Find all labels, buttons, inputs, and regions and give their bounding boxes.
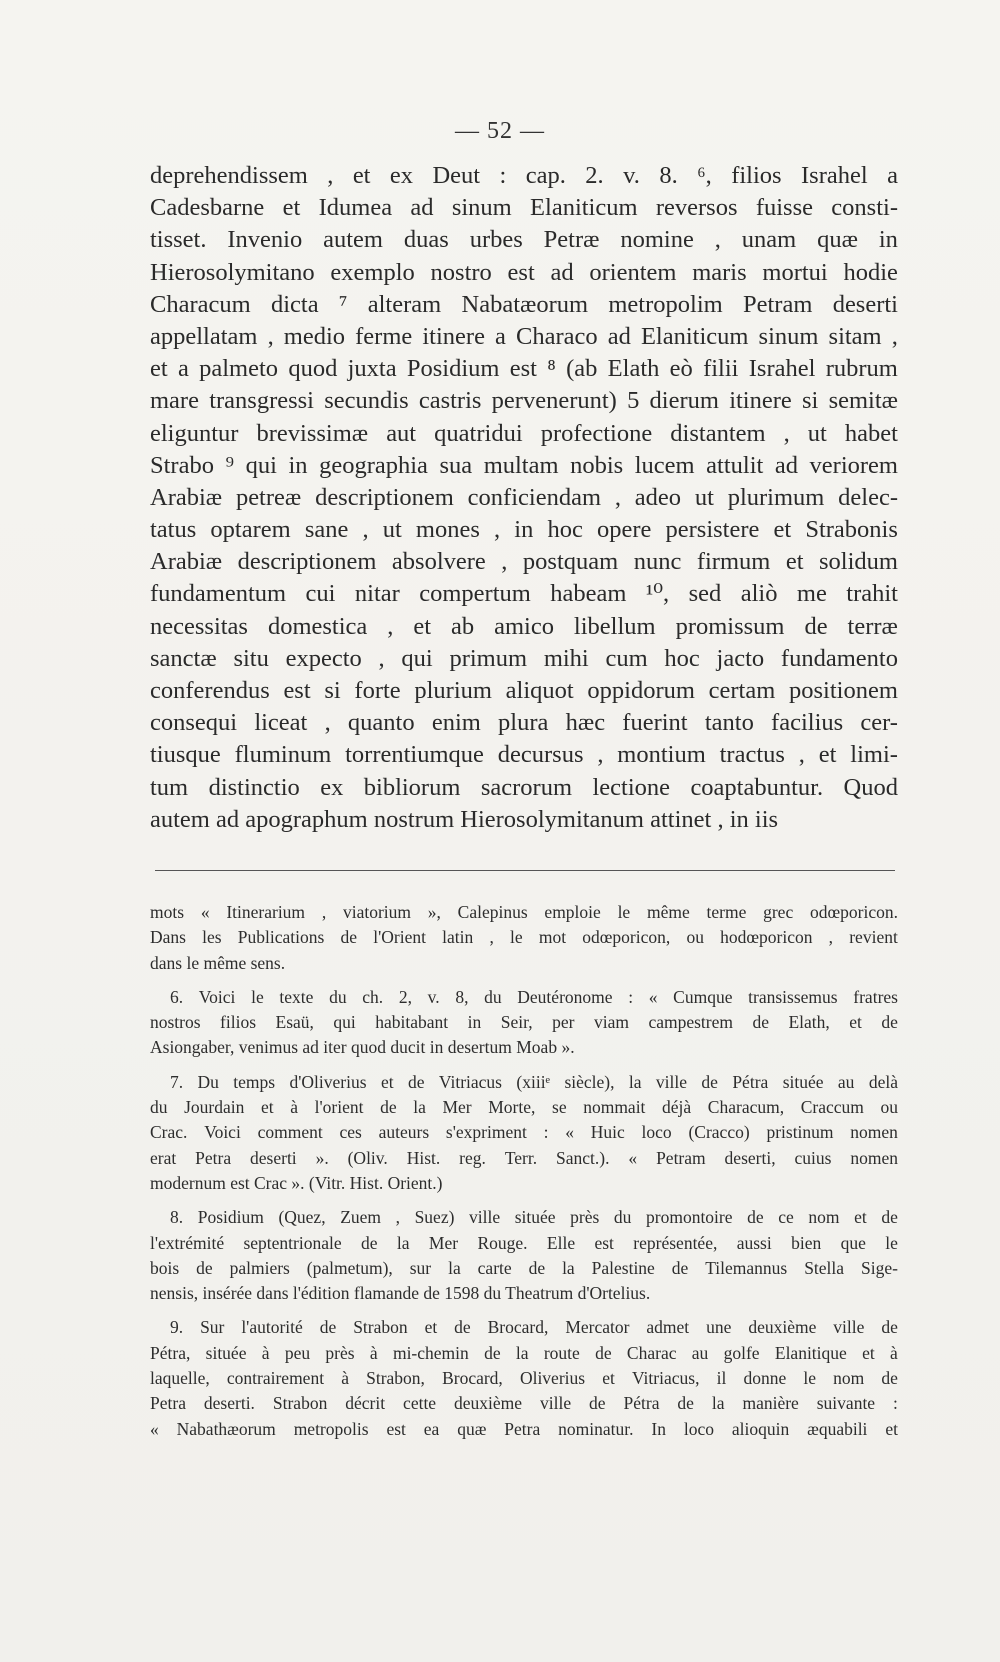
- main-line-19: tiusque fluminum torrentiumque decursus , montium tractus , et limi-: [150, 741, 898, 769]
- main-line-5: Characum dicta ⁷ alteram Nabatæorum metropolim Petram deserti: [150, 290, 898, 318]
- footnote-line: erat Petra deserti ». (Oliv. Hist. reg. Terr. Sanct.). « Petram deserti, cuius nomen: [150, 1147, 898, 1168]
- footnote-line: Pétra, située à peu près à mi-chemin de la route de Charac au golfe Elanitique et à: [150, 1342, 898, 1363]
- main-line-7: et a palmeto quod juxta Posidium est ⁸ (ab Elath eò filii Israhel rubrum: [150, 355, 898, 383]
- footnote-8: [150, 1205, 898, 1306]
- main-line-11: Arabiæ petreæ descriptionem conficiendam , adeo ut plurimum delec-: [150, 483, 898, 511]
- footnote-line: « Nabathæorum metropolis est ea quæ Petra nominatur. In loco alioquin æquabili et: [150, 1418, 898, 1439]
- footnote-line: bois de palmiers (palmetum), sur la carte de la Palestine de Tilemannus Stella Sige-: [150, 1257, 898, 1278]
- footnote-line: modernum est Crac ». (Vitr. Hist. Orient.): [150, 1172, 443, 1193]
- page-number: — 52 —: [455, 118, 545, 144]
- footnotes: [150, 900, 898, 1451]
- main-line-9: eliguntur brevissimæ aut quatridui profectione distantem , ut habet: [150, 419, 898, 447]
- footnote-line: nensis, insérée dans l'édition flamande de 1598 du Theatrum d'Ortelius.: [150, 1283, 651, 1304]
- footnote-6: [150, 985, 898, 1061]
- footnote-line: du Jourdain et à l'orient de la Mer Morte, se nommait déjà Characum, Craccum ou: [150, 1097, 898, 1118]
- main-line-17: conferendus est si forte plurium aliquot oppidorum certam positionem: [150, 677, 898, 704]
- footnote-line: Petra deserti. Strabon décrit cette deuxième ville de Pétra de la manière suivante :: [150, 1393, 898, 1414]
- main-line-1: deprehendissem , et ex Deut : cap. 2. v. 8. ⁶, filios Israhel a: [150, 162, 898, 189]
- main-line-6: appellatam , medio ferme itinere a Characo ad Elaniticum sinum sitam ,: [150, 322, 898, 350]
- main-line-8: mare transgressi secundis castris pervenerunt) 5 dierum itinere si semitæ: [150, 387, 898, 415]
- footnote-line: Dans les Publications de l'Orient latin , le mot odœporicon, ou hodœporicon , revient: [150, 927, 898, 948]
- footnote-line: nostros filios Esaü, qui habitabant in Seir, per viam campestrem de Elath, et de: [150, 1012, 898, 1033]
- footnote-continuation: [150, 900, 898, 976]
- footnote-line: 6. Voici le texte du ch. 2, v. 8, du Deutéronome : « Cumque transissemus fratres: [170, 986, 898, 1007]
- main-line-21: autem ad apographum nostrum Hierosolymitanum attinet , in iis: [150, 805, 779, 833]
- footnote-line: 9. Sur l'autorité de Strabon et de Brocard, Mercator admet une deuxième ville de: [170, 1317, 898, 1338]
- footnote-7: [150, 1070, 898, 1196]
- footnote-line: dans le même sens.: [150, 952, 286, 973]
- footnote-line: Asiongaber, venimus ad iter quod ducit in desertum Moab ».: [150, 1037, 575, 1058]
- main-line-3: tisset. Invenio autem duas urbes Petræ nomine , unam quæ in: [150, 226, 898, 254]
- main-line-13: Arabiæ descriptionem absolvere , postquam nunc firmum et solidum: [150, 548, 898, 576]
- main-line-12: tatus optarem sane , ut mones , in hoc opere persistere et Strabonis: [150, 516, 898, 544]
- main-line-15: necessitas domestica , et ab amico libellum promissum de terræ: [150, 612, 898, 640]
- footnote-separator-rule: [155, 870, 895, 871]
- footnote-9: [150, 1315, 898, 1441]
- main-line-2: Cadesbarne et Idumea ad sinum Elaniticum reversos fuisse consti-: [150, 194, 898, 222]
- footnote-line: 7. Du temps d'Oliverius et de Vitriacus (xiiiᵉ siècle), la ville de Pétra située au delà: [170, 1071, 898, 1092]
- footnote-line: Crac. Voici comment ces auteurs s'expriment : « Huic loco (Cracco) pristinum nomen: [150, 1122, 898, 1143]
- footnote-line: laquelle, contrairement à Strabon, Brocard, Oliverius et Vitriacus, il donne le nom de: [150, 1368, 898, 1389]
- main-line-16: sanctæ situ expecto , qui primum mihi cum hoc jacto fundamento: [150, 644, 898, 672]
- footnote-line: 8. Posidium (Quez, Zuem , Suez) ville située près du promontoire de ce nom et de: [170, 1207, 898, 1228]
- footnote-line: l'extrémité septentrionale de la Mer Rouge. Elle est représentée, aussi bien que le: [150, 1232, 898, 1253]
- main-line-18: consequi liceat , quanto enim plura hæc fuerint tanto facilius cer-: [150, 709, 898, 737]
- footnote-line: mots « Itinerarium , viatorium », Calepinus emploie le même terme grec odœporicon.: [150, 902, 898, 922]
- main-text: [150, 160, 898, 836]
- main-line-10: Strabo ⁹ qui in geographia sua multam nobis lucem attulit ad veriorem: [150, 451, 898, 479]
- main-line-14: fundamentum cui nitar compertum habeam ¹⁰, sed aliò me trahit: [150, 580, 898, 608]
- main-line-4: Hierosolymitano exemplo nostro est ad orientem maris mortui hodie: [150, 258, 898, 286]
- main-line-20: tum distinctio ex bibliorum sacrorum lectione coaptabuntur. Quod: [150, 773, 898, 801]
